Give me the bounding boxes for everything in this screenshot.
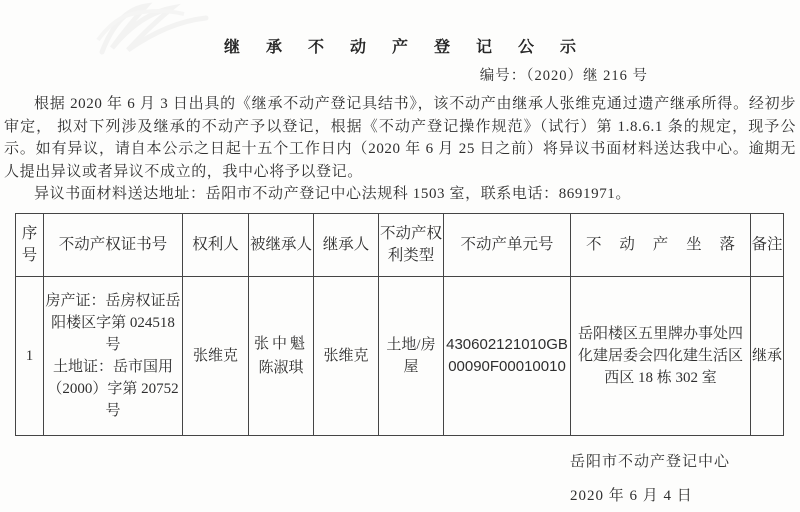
table-row	[16, 276, 784, 435]
header-remark: 备注	[751, 213, 784, 276]
header-right-type: 不动产权利类型	[379, 213, 444, 276]
header-heir: 继承人	[314, 213, 379, 276]
cell-right-type: 土地/房屋	[379, 276, 444, 435]
issuing-org: 岳阳市不动产登记中心	[570, 453, 731, 470]
header-location: 不 动 产 坐 落	[571, 213, 751, 276]
cell-right-holder: 张维克	[183, 276, 249, 435]
cell-location: 岳阳楼区五里牌办事处四化建居委会四化建生活区西区 18 栋 302 室	[571, 276, 751, 435]
decedent-name-1: 张中魁	[253, 335, 308, 352]
header-decedent: 被继承人	[249, 213, 314, 276]
cell-remark: 继承	[751, 276, 784, 435]
scan-smudge-artifact	[88, 0, 288, 60]
cell-seq: 1	[16, 276, 44, 435]
cell-heir: 张维克	[314, 276, 379, 435]
issue-date: 2020 年 6 月 4 日	[570, 487, 693, 504]
notice-body	[4, 93, 796, 206]
cert-no-land: 土地证：岳市国用（2000）字第 20752 号	[47, 358, 179, 419]
notice-paragraph-address: 异议书面材料送达地址：岳阳市不动产登记中心法规科 1503 室，联系电话：8691971。	[34, 186, 632, 202]
notice-paragraph-main: 根据 2020 年 6 月 3 日出具的《继承不动产登记具结书》，该不动产由继承人张维克通过遗产继承所得。经初步审定， 拟对下列涉及继承的不动产予以登记，根据《不动产登记操作规范》（试行）第 1.8.6.1 条的规定，现予公示。如有异议，请自本公示之日起十五个工作日内（2020 年 6 月 25 日之前）将异议书面材料送达我中心。逾期无人提出异议或者异议不成立的，我中心将予以登记。	[4, 96, 796, 180]
cell-decedent	[249, 276, 314, 435]
header-seq: 序号	[16, 213, 44, 276]
cell-cert-no	[44, 276, 183, 435]
page-title: 继 承 不 动 产 登 记 公 示	[223, 39, 587, 56]
header-right-holder: 权利人	[183, 213, 249, 276]
header-cert-no: 不动产权证书号	[44, 213, 183, 276]
registration-table	[15, 213, 784, 436]
cell-unit-no: 430602121010GB00090F00010010	[444, 276, 571, 435]
signature-block	[570, 450, 800, 505]
document-number: 编号：（2020）继 216 号	[479, 68, 648, 84]
header-unit-no: 不动产单元号	[444, 213, 571, 276]
table-header-row	[16, 213, 784, 276]
decedent-name-2: 陈淑琪	[258, 359, 304, 376]
cert-no-house: 房产证：岳房权证岳阳楼区字第 024518 号	[45, 292, 181, 353]
